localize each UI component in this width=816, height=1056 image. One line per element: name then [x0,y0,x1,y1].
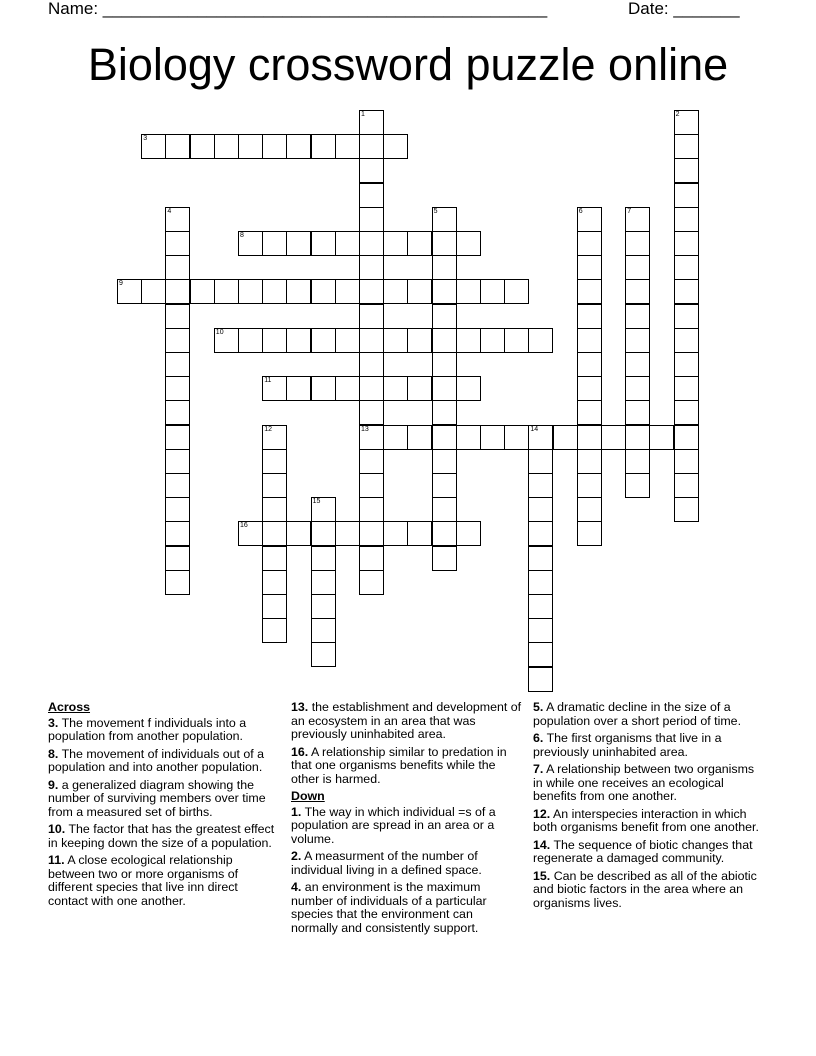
crossword-cell[interactable] [577,328,602,353]
crossword-cell[interactable] [625,304,650,329]
clue-number: 13 [361,425,369,433]
crossword-cell[interactable] [335,521,360,546]
clues-column-2 [291,701,523,939]
crossword-cell[interactable] [359,497,384,522]
crossword-cell[interactable] [577,255,602,280]
crossword-cell[interactable] [577,521,602,546]
crossword-cell[interactable] [432,231,457,256]
crossword-cell[interactable] [649,425,674,450]
crossword-cell[interactable] [456,279,481,304]
clue-number: 2 [675,111,680,118]
crossword-cell[interactable] [504,328,529,353]
clue-number: 10 [215,328,224,336]
crossword-cell[interactable] [311,546,336,571]
clue-number: 9 [119,280,123,288]
crossword-cell[interactable] [625,279,650,304]
clue-down-4: 4. an environment is the maximum number of individuals of a particular species that the environment can normally and consistently support. [291,880,487,935]
crossword-cell[interactable] [359,376,384,401]
crossword-cell[interactable] [528,594,553,619]
crossword-cell[interactable] [674,449,699,474]
crossword-cell[interactable] [359,183,384,208]
crossword-cell[interactable] [165,449,190,474]
crossword-cell[interactable] [383,425,408,450]
crossword-cell[interactable] [117,279,142,304]
crossword-cell[interactable] [262,134,287,159]
crossword-cell[interactable] [577,304,602,329]
crossword-cell[interactable] [262,425,287,450]
crossword-cell[interactable] [674,255,699,280]
crossword-cell[interactable] [674,328,699,353]
crossword-cell[interactable] [262,546,287,571]
clue-down-15: 15. Can be described as all of the abiotic and biotic factors in the area where an organisms lives. [533,868,757,910]
crossword-cell[interactable] [577,376,602,401]
crossword-cell[interactable] [383,279,408,304]
crossword-cell[interactable] [674,207,699,232]
clue-across-13: 13. the establishment and development of an ecosystem in an area that was previously uninhabited area. [291,700,522,741]
crossword-cell[interactable] [528,328,553,353]
across-heading: Across [48,700,91,714]
crossword-cell[interactable] [262,570,287,595]
crossword-cell[interactable] [625,231,650,256]
crossword-cell[interactable] [262,279,287,304]
crossword-cell[interactable] [528,473,553,498]
crossword-cell[interactable] [359,134,384,159]
clue-across-9: 9. a generalized diagram showing the number of surviving members over time from a measured set of births. [48,777,266,819]
crossword-cell[interactable] [432,376,457,401]
clue-across-11: 11. A close ecological relationship between two or more organisms of different species that live inn direct contact with one another. [48,853,239,908]
crossword-cell[interactable] [432,279,457,304]
crossword-cell[interactable] [432,497,457,522]
crossword-cell[interactable] [286,328,311,353]
crossword-cell[interactable] [553,425,578,450]
crossword-cell[interactable] [190,279,215,304]
crossword-cell[interactable] [383,134,408,159]
crossword-cell[interactable] [504,279,529,304]
crossword-cell[interactable] [577,352,602,377]
clue-down-6: 6. The first organisms that live in a previously uninhabited area. [533,731,722,759]
crossword-cell[interactable] [407,521,432,546]
crossword-cell[interactable] [335,231,360,256]
crossword-cell[interactable] [432,449,457,474]
crossword-cell[interactable] [407,425,432,450]
crossword-cell[interactable] [674,110,699,135]
crossword-cell[interactable] [577,473,602,498]
crossword-cell[interactable] [359,570,384,595]
crossword-cell[interactable] [432,546,457,571]
crossword-cell[interactable] [577,425,602,450]
clue-number: 6 [578,207,583,215]
crossword-cell[interactable] [359,328,384,353]
crossword-cell[interactable] [528,521,553,546]
clues-column-3 [533,701,765,914]
crossword-cell[interactable] [359,425,384,450]
crossword-cell[interactable] [165,255,190,280]
page-title: Biology crossword puzzle online [87,39,729,90]
crossword-cell[interactable] [407,231,432,256]
crossword-cell[interactable] [262,618,287,643]
crossword-cell[interactable] [335,376,360,401]
crossword-cell[interactable] [238,279,263,304]
crossword-cell[interactable] [674,183,699,208]
crossword-cell[interactable] [359,352,384,377]
crossword-cell[interactable] [528,449,553,474]
clue-across-10: 10. The factor that has the greatest effect in keeping down the size of a population. [48,822,275,850]
crossword-cell[interactable] [674,400,699,425]
crossword-cell[interactable] [238,134,263,159]
crossword-cell[interactable] [359,400,384,425]
clue-number: 4 [167,207,172,215]
crossword-cell[interactable] [407,328,432,353]
crossword-cell[interactable] [528,618,553,643]
crossword-cell[interactable] [625,328,650,353]
crossword-cell[interactable] [432,207,457,232]
crossword-cell[interactable] [674,134,699,159]
crossword-cell[interactable] [432,425,457,450]
crossword-cell[interactable] [456,521,481,546]
crossword-cell[interactable] [528,667,553,692]
crossword-cell[interactable] [214,279,239,304]
crossword-cell[interactable] [674,158,699,183]
crossword-cell[interactable] [286,134,311,159]
crossword-cell[interactable] [311,618,336,643]
crossword-cell[interactable] [165,497,190,522]
crossword-cell[interactable] [456,328,481,353]
crossword-cell[interactable] [262,497,287,522]
crossword-cell[interactable] [383,231,408,256]
crossword-cell[interactable] [262,376,287,401]
crossword-cell[interactable] [407,376,432,401]
crossword-cell[interactable] [165,570,190,595]
crossword-cell[interactable] [456,376,481,401]
crossword-cell[interactable] [165,400,190,425]
crossword-cell[interactable] [311,594,336,619]
crossword-cell[interactable] [625,255,650,280]
crossword-cell[interactable] [432,255,457,280]
clues-column-1 [48,701,280,912]
clue-down-12: 12. An interspecies interaction in which both organisms benefit from one another. [533,806,759,834]
clue-number: 3 [143,135,148,143]
crossword-cell[interactable] [262,231,287,256]
clue-number: 14 [530,425,539,433]
crossword-cell[interactable] [141,134,166,159]
crossword-cell[interactable] [190,134,215,159]
crossword-cell[interactable] [577,449,602,474]
crossword-cell[interactable] [504,425,529,450]
crossword-cell[interactable] [165,304,190,329]
name-line: Name: _______________________________________________ [48,0,548,18]
crossword-cell[interactable] [625,376,650,401]
crossword-cell[interactable] [262,521,287,546]
crossword-cell[interactable] [359,546,384,571]
crossword-cell[interactable] [311,328,336,353]
crossword-cell[interactable] [432,400,457,425]
clue-number: 15 [312,498,321,506]
crossword-cell[interactable] [625,207,650,232]
crossword-cell[interactable] [214,134,239,159]
crossword-cell[interactable] [165,352,190,377]
clue-number: 1 [361,111,365,118]
clue-number: 5 [433,207,438,215]
crossword-cell[interactable] [311,279,336,304]
crossword-cell[interactable] [286,521,311,546]
clue-across-3: 3. The movement f individuals into a population from another population. [48,715,247,743]
crossword-cell[interactable] [528,570,553,595]
crossword-cell[interactable] [625,425,650,450]
crossword-cell[interactable] [674,473,699,498]
crossword-cell[interactable] [456,231,481,256]
crossword-cell[interactable] [359,304,384,329]
crossword-cell[interactable] [311,497,336,522]
clue-number: 16 [240,522,248,530]
clue-number: 11 [264,377,272,385]
crossword-cell[interactable] [528,546,553,571]
clue-down-2: 2. A measurment of the number of individual living in a defined space. [291,849,482,877]
crossword-cell[interactable] [311,134,336,159]
crossword-cell[interactable] [335,279,360,304]
crossword-cell[interactable] [480,279,505,304]
crossword-cell[interactable] [456,425,481,450]
crossword-cell[interactable] [165,425,190,450]
crossword-cell[interactable] [165,231,190,256]
clue-number: 12 [264,425,272,433]
crossword-cell[interactable] [359,110,384,135]
crossword-cell[interactable] [432,521,457,546]
crossword-cell[interactable] [311,231,336,256]
crossword-cell[interactable] [674,304,699,329]
crossword-cell[interactable] [577,231,602,256]
crossword-cell[interactable] [480,425,505,450]
crossword-cell[interactable] [480,328,505,353]
crossword-cell[interactable] [262,594,287,619]
crossword-cell[interactable] [383,376,408,401]
crossword-cell[interactable] [335,328,360,353]
crossword-cell[interactable] [165,376,190,401]
crossword-cell[interactable] [359,207,384,232]
clue-down-14: 14. The sequence of biotic changes that regenerate a damaged community. [533,837,753,865]
crossword-cell[interactable] [359,255,384,280]
crossword-cell[interactable] [432,473,457,498]
crossword-cell[interactable] [165,328,190,353]
crossword-cell[interactable] [528,425,553,450]
crossword-cell[interactable] [625,473,650,498]
crossword-cell[interactable] [141,279,166,304]
crossword-cell[interactable] [214,328,239,353]
crossword-cell[interactable] [359,449,384,474]
crossword-cell[interactable] [625,352,650,377]
crossword-cell[interactable] [359,473,384,498]
clue-down-5: 5. A dramatic decline in the size of a population over a short period of time. [533,700,742,728]
crossword-cell[interactable] [238,521,263,546]
crossword-cell[interactable] [262,449,287,474]
crossword-cell[interactable] [625,400,650,425]
crossword-cell[interactable] [165,521,190,546]
crossword-cell[interactable] [674,231,699,256]
crossword-cell[interactable] [432,352,457,377]
crossword-cell[interactable] [359,521,384,546]
down-heading: Down [291,789,325,803]
crossword-cell[interactable] [165,207,190,232]
clue-down-1: 1. The way in which individual =s of a population are spread in an area or a volume. [291,804,496,846]
crossword-cell[interactable] [432,328,457,353]
clue-down-7: 7. A relationship between two organisms in while one receives an ecological benefits from one another. [533,762,755,803]
crossword-cell[interactable] [262,328,287,353]
crossword-cell[interactable] [577,207,602,232]
crossword-cell[interactable] [674,376,699,401]
crossword-cell[interactable] [359,231,384,256]
crossword-cell[interactable] [674,279,699,304]
crossword-cell[interactable] [432,304,457,329]
crossword-cell[interactable] [335,134,360,159]
crossword-cell[interactable] [165,473,190,498]
crossword-cell[interactable] [601,425,626,450]
crossword-cell[interactable] [311,570,336,595]
clue-number: 8 [240,232,244,239]
crossword-cell[interactable] [407,279,432,304]
clue-number: 7 [627,207,632,215]
crossword-cell[interactable] [311,642,336,667]
crossword-cell[interactable] [286,376,311,401]
crossword-cell[interactable] [311,521,336,546]
crossword-cell[interactable] [383,328,408,353]
crossword-cell[interactable] [383,521,408,546]
crossword-cell[interactable] [359,158,384,183]
crossword-cell[interactable] [165,546,190,571]
crossword-cell[interactable] [528,642,553,667]
crossword-cell[interactable] [165,279,190,304]
crossword-cell[interactable] [674,352,699,377]
crossword-cell[interactable] [238,328,263,353]
crossword-cell[interactable] [528,497,553,522]
crossword-cell[interactable] [359,279,384,304]
clue-across-8: 8. The movement of individuals out of a population and into another population. [48,746,265,774]
crossword-cell[interactable] [625,449,650,474]
crossword-cell[interactable] [238,231,263,256]
crossword-cell[interactable] [262,473,287,498]
crossword-cell[interactable] [311,376,336,401]
crossword-cell[interactable] [577,497,602,522]
crossword-cell[interactable] [286,231,311,256]
crossword-cell[interactable] [674,497,699,522]
crossword-cell[interactable] [165,134,190,159]
crossword-cell[interactable] [577,279,602,304]
clue-across-16: 16. A relationship similar to predation in that one organisms benefits while the other is harmed. [291,744,507,786]
crossword-cell[interactable] [674,425,699,450]
date-line: Date: _______ [628,0,740,18]
crossword-cell[interactable] [286,279,311,304]
crossword-cell[interactable] [577,400,602,425]
